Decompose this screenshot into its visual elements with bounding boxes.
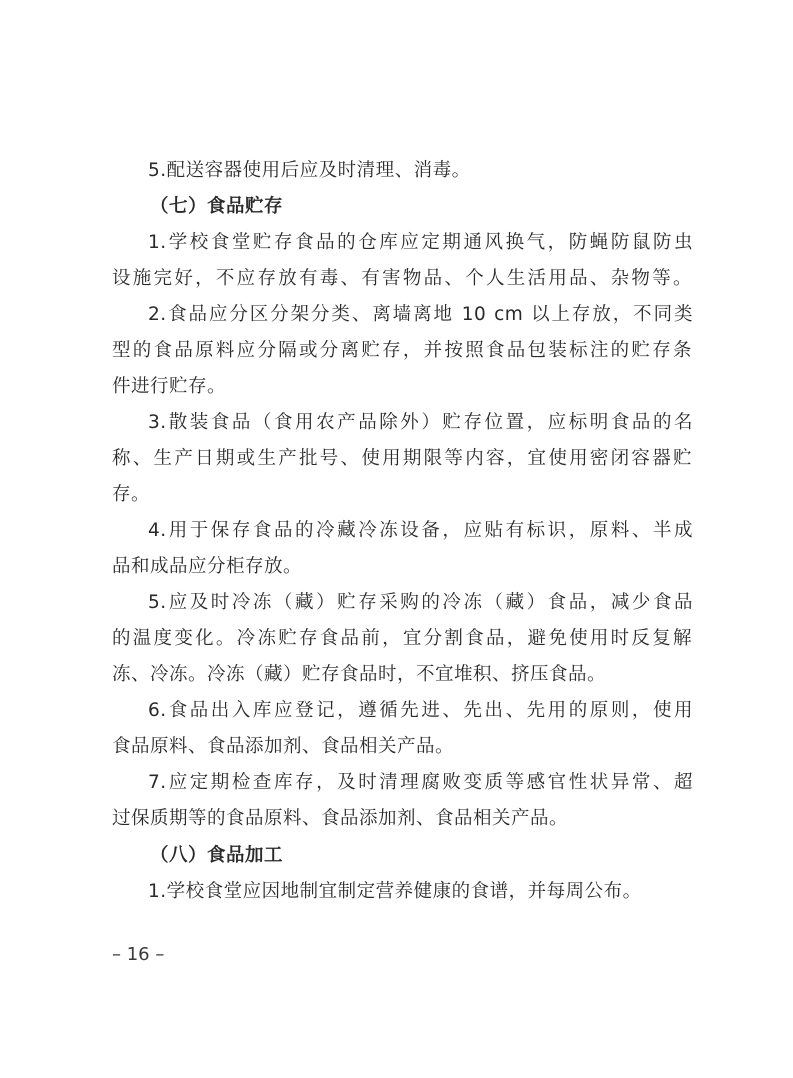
paragraph-line: 2.食品应分区分架分类、离墙离地 10 cm 以上存放，不同类 <box>148 304 693 325</box>
paragraph-line: 7.应定期检查库存，及时清理腐败变质等感官性状异常、超 <box>148 772 693 793</box>
paragraph-line: 4.用于保存食品的冷藏冷冻设备，应贴有标识，原料、半成 <box>148 520 693 541</box>
paragraph-line: 过保质期等的食品原料、食品添加剂、食品相关产品。 <box>112 808 569 829</box>
page-number: – 16 – <box>112 944 165 965</box>
paragraph-line: 1.学校食堂应因地制宜制定营养健康的食谱，并每周公布。 <box>148 881 642 902</box>
paragraph-line: 设施完好，不应存放有毒、有害物品、个人生活用品、杂物等。 <box>112 268 692 289</box>
paragraph-line: 3.散装食品（食用农产品除外）贮存位置，应标明食品的名 <box>148 412 693 433</box>
paragraph-line: 品和成品应分柜存放。 <box>112 556 303 577</box>
paragraph-line: 型的食品原料应分隔或分离贮存，并按照食品包装标注的贮存条 <box>112 340 692 361</box>
paragraph-line: 食品原料、食品添加剂、食品相关产品。 <box>112 736 455 757</box>
section-heading: （七）食品贮存 <box>150 196 284 217</box>
section-heading: （八）食品加工 <box>150 845 284 866</box>
paragraph-line: 5.应及时冷冻（藏）贮存采购的冷冻（藏）食品，减少食品 <box>148 592 693 613</box>
paragraph-line: 称、生产日期或生产批号、使用期限等内容，宜使用密闭容器贮 <box>112 448 692 469</box>
paragraph-line: 的温度变化。冷冻贮存食品前，宜分割食品，避免使用时反复解 <box>112 628 692 649</box>
paragraph-line: 6.食品出入库应登记，遵循先进、先出、先用的原则，使用 <box>148 700 693 721</box>
paragraph-line: 5.配送容器使用后应及时清理、消毒。 <box>148 160 471 181</box>
paragraph-line: 1.学校食堂贮存食品的仓库应定期通风换气，防蝇防鼠防虫 <box>148 232 693 253</box>
paragraph-line: 存。 <box>112 484 151 505</box>
paragraph-line: 冻、冷冻。冷冻（藏）贮存食品时，不宜堆积、挤压食品。 <box>112 664 607 685</box>
paragraph-line: 件进行贮存。 <box>112 376 227 397</box>
